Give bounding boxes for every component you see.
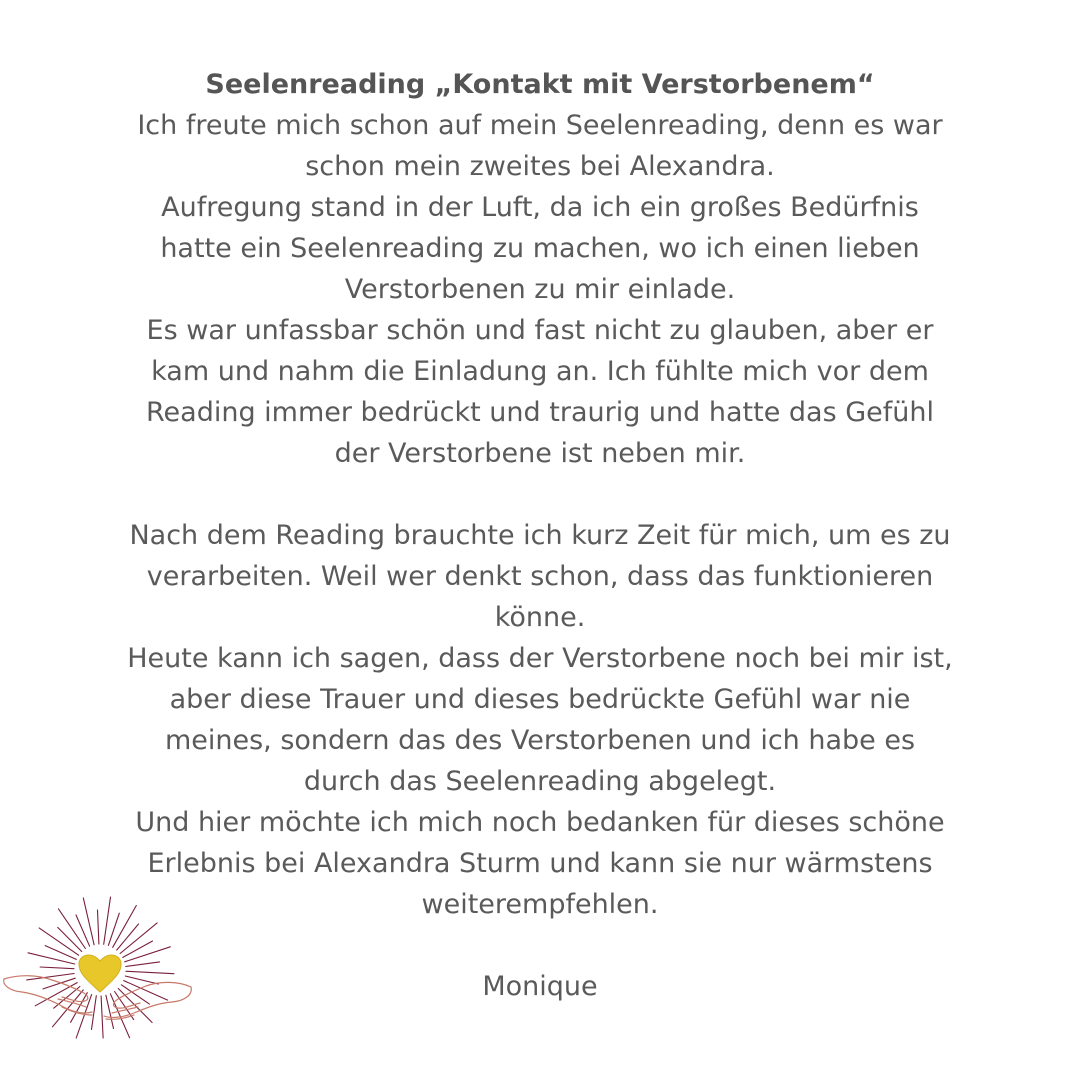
text-line: schon mein zweites bei Alexandra. xyxy=(305,151,775,182)
text-line: Ich freute mich schon auf mein Seelenreading, denn es war xyxy=(137,110,943,141)
text-line: Reading immer bedrückt und traurig und hatte das Gefühl xyxy=(145,397,934,428)
text-line: Heute kann ich sagen, dass der Verstorbene noch bei mir ist, xyxy=(127,643,953,674)
text-line: der Verstorbene ist neben mir. xyxy=(334,438,746,469)
sun-ray xyxy=(45,946,76,960)
sun-ray xyxy=(104,897,111,944)
paragraph-3 xyxy=(90,310,990,474)
sun-ray xyxy=(125,976,158,984)
paragraph-6 xyxy=(90,802,990,925)
paragraph-spacer xyxy=(90,925,990,966)
sun-ray xyxy=(126,962,160,967)
sun-ray xyxy=(76,915,90,946)
sun-ray xyxy=(58,909,85,949)
sun-ray xyxy=(28,953,75,964)
sun-ray xyxy=(123,941,153,957)
sun-ray xyxy=(108,913,119,945)
text-line: Aufregung stand in der Luft, da ich ein großes Bedürfnis xyxy=(161,192,919,223)
paragraph-4 xyxy=(90,515,990,638)
paragraph-5 xyxy=(90,638,990,802)
sun-ray xyxy=(83,898,94,945)
text-line: Verstorbenen zu mir einlade. xyxy=(344,274,736,305)
text-line: kam und nahm die Einladung an. Ich fühlte mich vor dem xyxy=(151,356,929,387)
sun-ray xyxy=(98,910,99,944)
text-line: Erlebnis bei Alexandra Sturm und kann sie nur wärmstens xyxy=(147,848,933,879)
text-line: könne. xyxy=(494,602,586,633)
paragraph-spacer xyxy=(90,474,990,515)
sun-ray xyxy=(125,947,171,962)
text-line: weiterempfehlen. xyxy=(421,889,659,920)
text-line: hatte ein Seelenreading zu machen, wo ich einen lieben xyxy=(160,233,920,264)
testimonial-title: Seelenreading „Kontakt mit Verstorbenem“ xyxy=(205,69,875,100)
sun-ray xyxy=(71,993,88,1023)
text-line: Und hier möchte ich mich noch bedanken für dieses schöne xyxy=(135,807,945,838)
text-line: aber diese Trauer und dieses bedrückte Gefühl war nie xyxy=(169,684,911,715)
text-line: durch das Seelenreading abgelegt. xyxy=(303,766,777,797)
heart-shape xyxy=(79,955,121,992)
signature: Monique xyxy=(482,971,598,1002)
sun-ray xyxy=(126,971,174,973)
sun-ray xyxy=(101,996,103,1038)
sun-ray xyxy=(40,967,74,969)
text-line: verarbeiten. Weil wer denkt schon, dass das funktionieren xyxy=(146,561,934,592)
text-line: Nach dem Reading brauchte ich kurz Zeit für mich, um es zu xyxy=(129,520,951,551)
sun-ray xyxy=(106,995,114,1028)
sun-ray xyxy=(117,924,139,950)
sun-ray xyxy=(118,989,152,1023)
paragraph-2 xyxy=(90,187,990,310)
testimonial-text xyxy=(90,64,990,1007)
text-line: meines, sondern das des Verstorbenen und ich habe es xyxy=(164,725,916,756)
paragraph-1 xyxy=(90,105,990,187)
text-line: Es war unfassbar schön und fast nicht zu glauben, aber er xyxy=(146,315,934,346)
sun-ray xyxy=(58,927,82,951)
heart-hands-icon xyxy=(0,895,195,1040)
